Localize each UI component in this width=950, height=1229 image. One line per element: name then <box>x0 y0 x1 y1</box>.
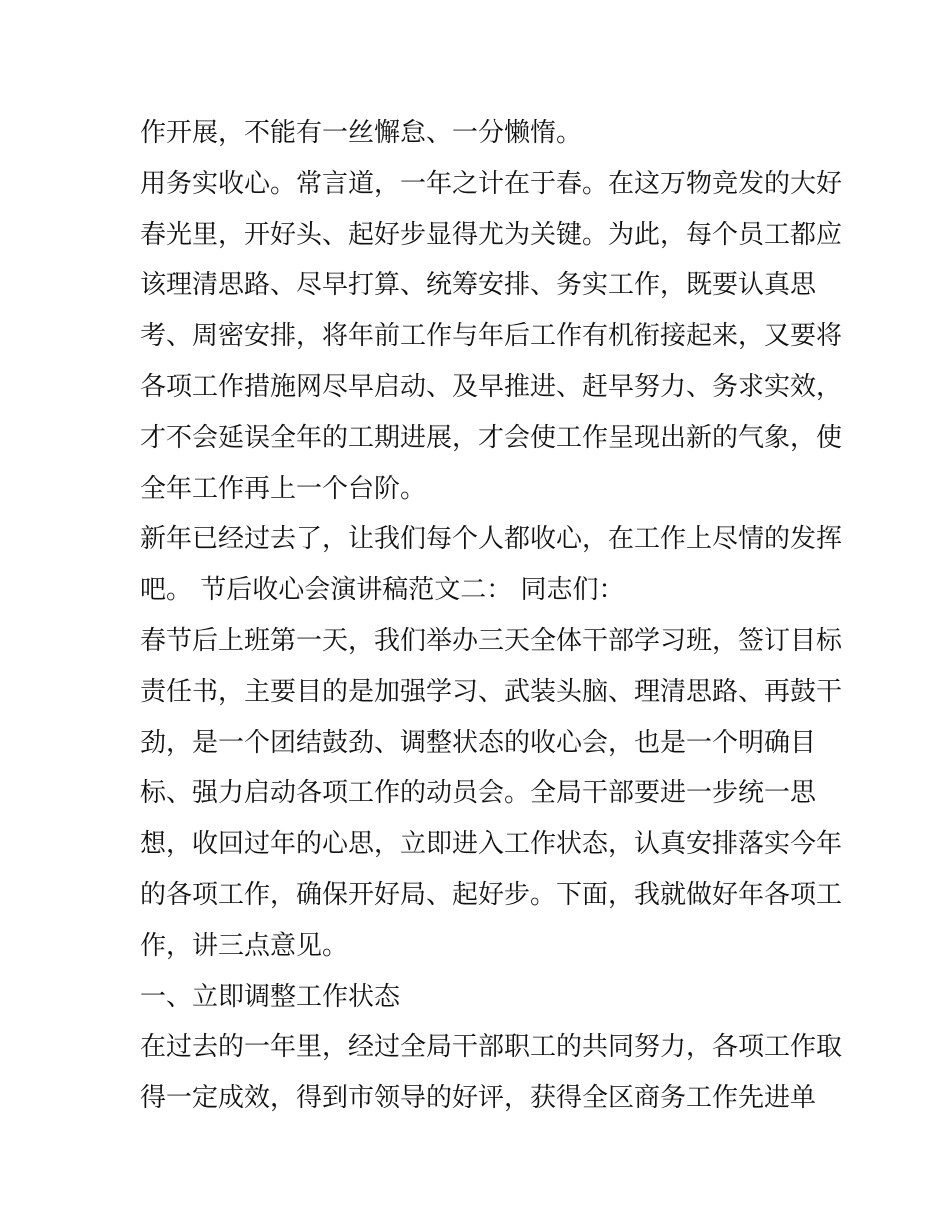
text-line: 在过去的一年里，经过全局干部职工的共同努力，各项工作取 <box>140 1032 843 1063</box>
text-line: 劲，是一个团结鼓劲、调整状态的收心会，也是一个明确目 <box>140 727 817 758</box>
text-line: 的各项工作，确保开好局、起好步。下面，我就做好年各项工 <box>140 879 843 910</box>
text-line: 全年工作再上一个台阶。 <box>140 473 427 504</box>
text-line: 新年已经过去了，让我们每个人都收心，在工作上尽情的发挥 <box>140 524 843 555</box>
text-line: 作开展，不能有一丝懈怠、一分懒惰。 <box>140 118 583 148</box>
text-line: 用务实收心。常言道，一年之计在于春。在这万物竞发的大好 <box>140 168 843 199</box>
text-line: 该理清思路、尽早打算、统筹安排、务实工作，既要认真思 <box>140 270 817 301</box>
text-line: 才不会延误全年的工期进展，才会使工作呈现出新的气象，使 <box>140 422 843 453</box>
text-line: 想，收回过年的心思，立即进入工作状态，认真安排落实今年 <box>140 829 843 860</box>
body-text <box>140 108 843 1124</box>
text-line: 作，讲三点意见。 <box>140 930 349 961</box>
text-line: 责任书，主要目的是加强学习、武装头脑、理清思路、再鼓干 <box>140 676 843 707</box>
text-line: 标、强力启动各项工作的动员会。全局干部要进一步统一思 <box>140 778 817 809</box>
text-line: 各项工作措施网尽早启动、及早推进、赶早努力、务求实效， <box>140 371 843 402</box>
section-heading: 一、立即调整工作状态 <box>140 981 401 1012</box>
text-line: 得一定成效，得到市领导的好评，获得全区商务工作先进单 <box>140 1083 817 1114</box>
text-line: 吧。 节后收心会演讲稿范文二： 同志们： <box>140 575 625 606</box>
text-line: 考、周密安排，将年前工作与年后工作有机衔接起来，又要将 <box>140 321 843 352</box>
text-line: 春节后上班第一天，我们举办三天全体干部学习班，签订目标 <box>140 625 843 656</box>
text-line: 春光里，开好头、起好步显得尤为关键。为此，每个员工都应 <box>140 219 843 250</box>
